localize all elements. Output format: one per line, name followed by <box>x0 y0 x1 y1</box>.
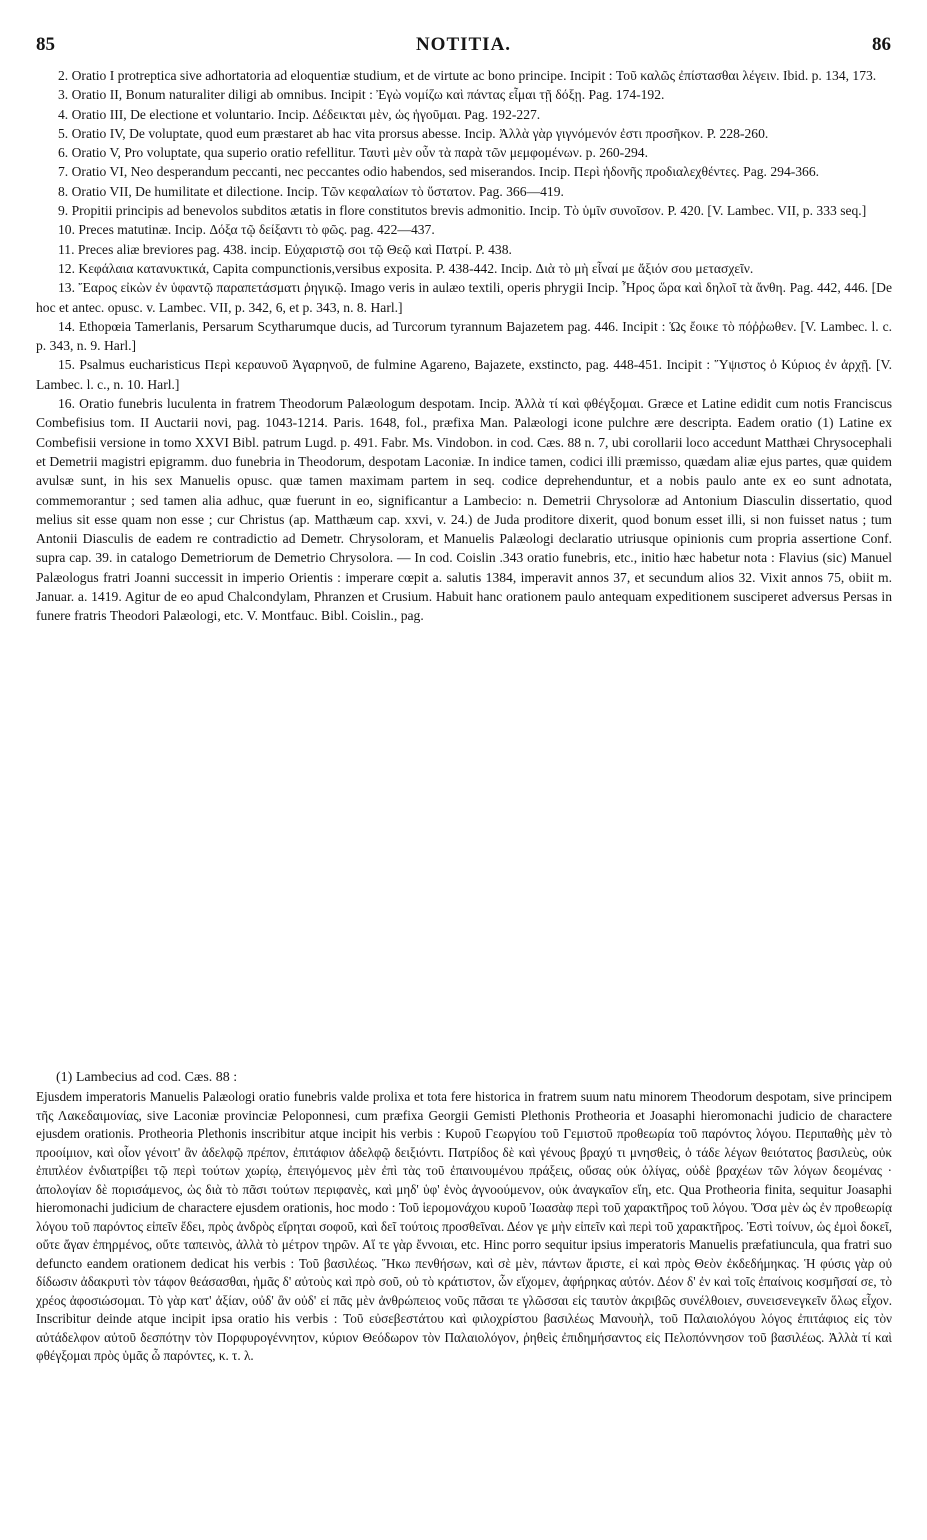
page-title: NOTITIA. <box>415 34 512 55</box>
catalog-entry: 6. Oratio V, Pro voluptate, qua superio oratio refellitur. Ταυτὶ μὲν οὖν τὰ παρὰ τῶν μεμφομένων. p. 260-294. <box>58 145 648 161</box>
catalog-entry: 10. Preces matutinæ. Incip. Δόξα τῷ δείξαντι τὸ φῶς. pag. 422—437. <box>58 222 435 238</box>
footnote-marker: (1) Lambecius ad cod. Cæs. 88 : <box>56 1070 238 1085</box>
catalog-entry: 14. Ethopœia Tamerlanis, Persarum Scytharumque ducis, ad Turcorum tyrannum Bajazetem pag. 446. Incipit : Ὡς ἔοικε τὸ πόῤῥωθεν. [V. Lambec. l. c. p. 343, n. 9. Harl.] <box>36 318 892 354</box>
catalog-entries <box>36 66 892 626</box>
catalog-entry: 12. Κεφάλαια κατανυκτικά, Capita compunctionis,versibus exposita. P. 438-442. Incip. Διὰ τὸ μὴ εἶναί με ἄξιόν σου μετασχεῖν. <box>58 260 754 276</box>
catalog-entry: 2. Oratio I protreptica sive adhortatoria ad eloquentiæ studium, et de virtute ac bono principe. Incipit : Τοῦ καλῶς ἐπίστασθαι λέγειν. Ibid. p. 134, 173. <box>58 68 877 83</box>
catalog-entry: 15. Psalmus eucharisticus Περὶ κεραυνοῦ Ἀγαρηνοῦ, de fulmine Agareno, Bajazete, exstincto, pag. 448-451. Incipit : Ὕψιστος ὁ Κύριος ἐν ἀρχῇ. [V. Lambec. l. c., n. 10. Harl.] <box>36 357 892 392</box>
catalog-entry: 8. Oratio VII, De humilitate et dilectione. Incip. Τῶν κεφαλαίων τὸ ὕστατον. Pag. 366—419. <box>58 183 564 199</box>
catalog-entry: 11. Preces aliæ breviores pag. 438. incip. Εὐχαριστῷ σοι τῷ Θεῷ καὶ Πατρί. P. 438. <box>58 241 512 257</box>
footnote-text: Ejusdem imperatoris Manuelis Palæologi oratio funebris valde prolixa et tota fere historica in fratrem suum natu minorem Theodorum despotam, sive principem τῆς Λακεδαιμονίας, sive Laconiæ provinciæ Peloponnesi, cum præfixa Georgii Gemisti Plethonis Protheoria et Joasaphi hieromonachi judicio de charactere ejusdem orationis. Protheoria Plethonis inscribitur atque incipit his verbis : Κυροῦ Γεωργίου τοῦ Γεμιστοῦ προθεωρία τοῦ παρόντος λόγου. Περιπαθὴς μὲν τὸ προοίμιον, καὶ οἷον γένοιτ' ἂν ἀδελφῷ πρέπον, ἐπιτάφιον ἀδελφῷ δειξιόντι. Πατρίδος δὲ καὶ γένους βραχύ τι μνησθεὶς, ὁ τάδε λέγων θειότατος βασιλεὺς, οὐκ ἐπιπλέον ἐνδιατρίβει τῷ περὶ τούτων χωρίῳ, ἐπειγόμενος μὲν ἐπὶ τὰς τοῦ ἐπαινουμένου πράξεις, οὔσας οὐκ ὀλίγας, οὐδὲ βραχέων τῶν λόγων δεομένας · ἀπολογίαν δὲ πορισάμενος, ὡς διὰ τὸ πᾶσι τούτων περιφανὲς, καὶ μηδ' ὑφ' ἑνὸς ἀγνοούμενον, οὐκ ἀναγκαῖον εἴη, etc. Qua Protheoria finita, sequitur Joasaphi hieromonachi judicium de charactere ejusdem orationis, hoc modo : Τοῦ ἱερομονάχου κυροῦ Ἰωασὰφ περὶ τοῦ χαρακτῆρος τοῦ λόγου. Ὅσα μὲν ὡς ἐν προθεωρίᾳ λόγου τοῦ παρόντος εἰπεῖν ἔδει, πρὸς ἀνδρὸς εἴρηται σοφοῦ, καὶ δεῖ τούτοις προσθεῖναι. Δέον γε μὴν εἰπεῖν καὶ περὶ τοῦ χαρακτῆρος. Ἐστὶ τοίνυν, ὡς ἐμοὶ δοκεῖ, οὔτε ἄγαν ἐπηρμένος, οὔτε ταπεινὸς, ἀλλὰ τὸ μέτρον τηρῶν. Αἵ τε γὰρ ἔννοιαι, etc. Hinc porro sequitur ipsius imperatoris Manuelis præfatiuncula, qua fratri suo defuncto eandem orationem dedicat his verbis : Τοῦ βασιλέως. Ἥκω πενθήσων, καὶ σὲ μὲν, πάντων ἄριστε, εἰ καὶ πρὸς Θεὸν ἐκδεδήμηκας. Ἡ φύσις γὰρ οὐ δίδωσιν ἀδακρυτὶ τὸν τάφον θεάσασθαι, ἡμᾶς δ' αὐτοὺς καὶ πρὸ σοῦ, οὐ τὸ κράτιστον, ὧν εἴχομεν, ἀφήρηκας αὐτόν. Δέον δ' ἐν καὶ τοῖς ἐπαίνοις κοσμῆσαί σε, τὸ χρέος ἀφοσιώσομαι. Τὸ γὰρ κατ' ἀξίαν, οὐδ' ἂν οὐδ' εἰ πᾶς μὲν ἀνθρώπειος νοῦς πᾶσαι τε γλῶσσαι εἰς ταυτὸν ἀκριβῶς συνέλθοιεν, συνεισενεγκεῖν ὅλως εἶχον. Inscribitur deinde atque incipit ipsa oratio his verbis : Τοῦ εὐσεβεστάτου καὶ φιλοχρίστου βασιλέως Μανουὴλ, τοῦ Παλαιολόγου λόγος ἐπιτάφιος εἰς τὸν αὐτάδελφον αὐτοῦ δεσπότην τὸν Πορφυρογέννητον, κύριον Θεόδωρον τὸν Παλαιολόγον, ῥηθεὶς ἐπιδημήσαντος εἰς Πελοπόννησον τοῦ βασιλέως. Ἀλλὰ τί καὶ φθέγξομαι πρὸς ὑμᾶς ὦ παρόντες, κ. τ. λ. <box>36 1089 892 1363</box>
catalog-entry: 5. Oratio IV, De voluptate, quod eum præstaret ab hac vita prorsus abesse. Incip. Ἀλλὰ γὰρ γιγνόμενόν ἐστι προσῆκον. P. 228-260. <box>58 125 769 141</box>
page-number-left: 85 <box>36 34 55 55</box>
catalog-entry: 13. Ἔαρος εἰκὼν ἐν ὑφαντῷ παραπετάσματι ῥηγικῷ. Imago veris in aulæo textili, operis phrygii Incip. Ἦρος ὥρα καὶ δηλοῖ τὰ ἄνθη. Pag. 442, 446. [De hoc et antec. opusc. v. Lambec. VII, p. 342, 6, et p. 343, n. 8. Harl.] <box>36 280 892 315</box>
page-number-right: 86 <box>872 34 891 55</box>
catalog-entry: 4. Oratio III, De electione et voluntario. Incip. Δέδεικται μὲν, ὡς ἡγοῦμαι. Pag. 192-227. <box>58 106 541 122</box>
catalog-entry: 3. Oratio II, Bonum naturaliter diligi ab omnibus. Incipit : Ἐγὼ νομίζω καὶ πάντας εἶμαι τῇ δόξῃ. Pag. 174-192. <box>58 87 665 103</box>
catalog-entry: 9. Propitii principis ad benevolos subditos ætatis in flore constitutos brevis admonitio. Incip. Τὸ ὑμῖν συνοῖσον. P. 420. [V. Lambec. VII, p. 333 seq.] <box>58 203 867 219</box>
running-head <box>36 34 891 60</box>
catalog-entry: 7. Oratio VI, Neo desperandum peccanti, nec peccantes odio habendos, sed miserandos. Incip. Περὶ ἡδονῆς προδιαλεχθέντες. Pag. 294-366. <box>58 164 820 180</box>
catalog-entry: 16. Oratio funebris luculenta in fratrem Theodorum Palæologum despotam. Incip. Ἀλλὰ τί καὶ φθέγξομαι. Græce et Latine edidit cum notis Franciscus Combefisius tom. II Auctarii novi, pag. 1043-1214. Paris. 1648, fol., præfixa Man. Palæologi icone pulchre ære descripta. Eadem oratio (1) Latine ex Combefisii versione in tomo XXVI Bibl. patrum Lugd. p. 491. Fabr. Ms. Vindobon. in cod. Cæs. 88 n. 7, ubi corollarii loco accedunt Matthæi Chrysocephali et Demetrii magistri epigramm. duo funebria in Theodorum, despotam Laconiæ. In indice tamen, codici illi præmisso, quædam aliæ ejus partes, quæ quidem avulsæ sunt, in his sex Manuelis opusc. quæ tamen maximam partem in seq. codice deprehenduntur, et a nobis paulo ante ex eo sunt adnotata, commemorantur ; sed tamen alia adhuc, quæ fuerunt in eo, significantur a Lambecio: n. Demetrii Chrysoloræ ad Antonium Diasculin dissertatio, quod melius sit esse quam non esse ; cur Christus (ap. Matthæum cap. xxvi, v. 24.) de Juda proditore dixerit, quod bonum esset illi, si non fuisset natus ; tum Antonii Diasculis de eadem re contradictio ad Demetr. Chrysoloram, et Manuelis Palæologi declaratio utriusque opinionis cum propria assertione Conf. supra cap. 39. in catalogo Demetriorum de Demetrio Chrysolora. — In cod. Coislin .343 oratio funebris, etc., initio hæc habetur nota : Flavius (sic) Manuel Palæologus fratri Joanni successit in imperio Orientis : imperare cœpit a. salutis 1384, imperavit annos 37, et secundum alios 32. Vixit annos 75, obiit m. Januar. a. 1419. Agitur de eo apud Chalcondylam, Phranzen et Crusium. Habuit hanc orationem paulo antequam expeditionem susciperet adversus Persas in funere fratris Theodori Palæologi, etc. V. Montfauc. Bibl. Coislin., pag. <box>36 396 892 624</box>
